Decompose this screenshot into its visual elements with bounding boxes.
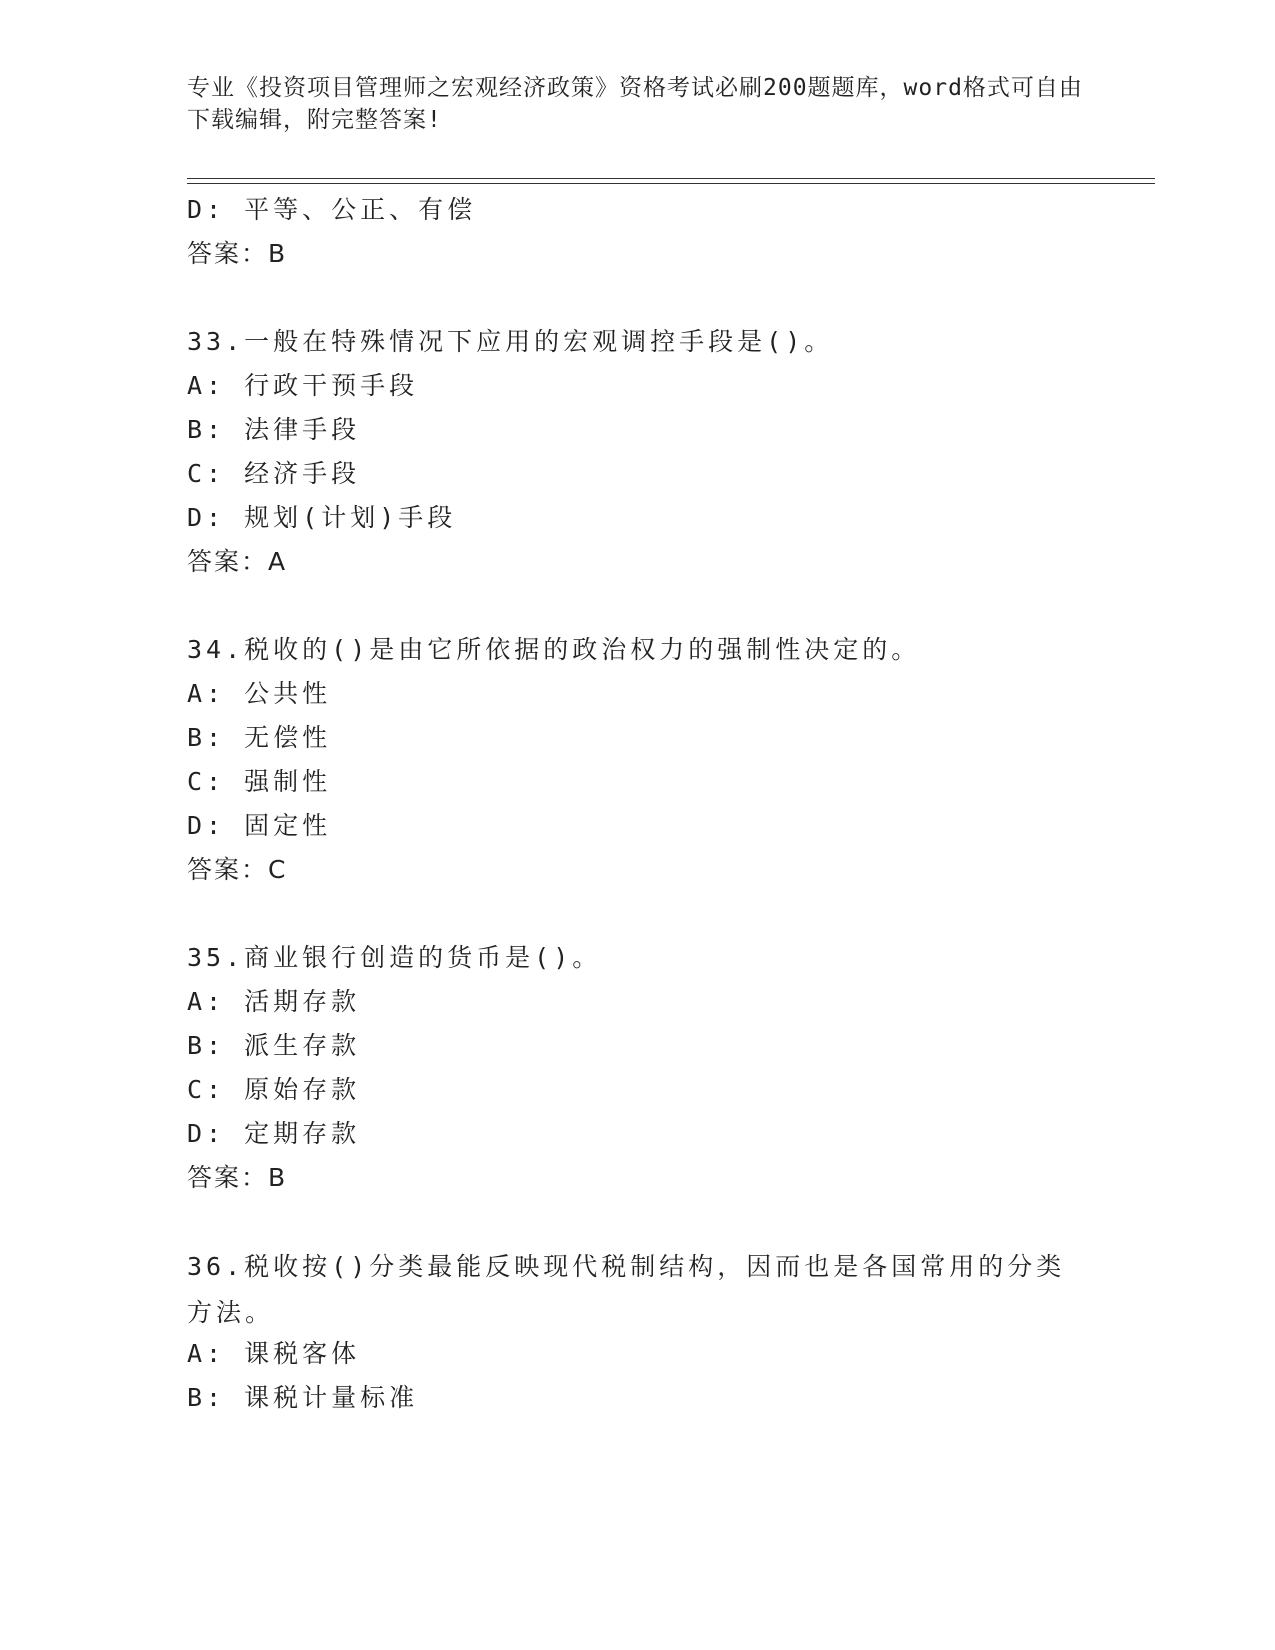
question-33-option-b: B: 法律手段 (187, 415, 361, 444)
question-35-option-a: A: 活期存款 (187, 987, 361, 1016)
prev-answer: 答案：B (187, 239, 288, 268)
question-33-option-a: A: 行政干预手段 (187, 371, 419, 400)
question-34-option-c: C: 强制性 (187, 767, 332, 796)
header-divider-bottom (187, 183, 1155, 184)
header-divider-top (187, 178, 1155, 179)
question-34-option-d: D: 固定性 (187, 811, 332, 840)
question-33-option-c: C: 经济手段 (187, 459, 361, 488)
question-34-option-b: B: 无偿性 (187, 723, 332, 752)
question-33-answer: 答案：A (187, 547, 288, 576)
question-36-text: 36.税收按()分类最能反映现代税制结构，因而也是各国常用的分类方法。 (187, 1252, 1066, 1327)
question-35-option-d: D: 定期存款 (187, 1119, 361, 1148)
question-35-text: 35.商业银行创造的货币是()。 (187, 943, 602, 972)
question-34-answer: 答案：C (187, 855, 288, 884)
question-33-text: 33.一般在特殊情况下应用的宏观调控手段是()。 (187, 327, 834, 356)
question-34-option-a: A: 公共性 (187, 679, 332, 708)
question-33-option-d: D: 规划(计划)手段 (187, 503, 457, 532)
question-35-option-b: B: 派生存款 (187, 1031, 361, 1060)
question-35-answer: 答案：B (187, 1163, 288, 1192)
question-34-text: 34.税收的()是由它所依据的政治权力的强制性决定的。 (187, 635, 921, 664)
prev-option-d: D: 平等、公正、有偿 (187, 195, 477, 224)
question-36-option-b: B: 课税计量标准 (187, 1383, 419, 1412)
question-35-option-c: C: 原始存款 (187, 1075, 361, 1104)
question-36-option-a: A: 课税客体 (187, 1339, 361, 1368)
document-header: 专业《投资项目管理师之宏观经济政策》资格考试必刷200题题库，word格式可自由下载编辑，附完整答案! (187, 75, 1083, 133)
